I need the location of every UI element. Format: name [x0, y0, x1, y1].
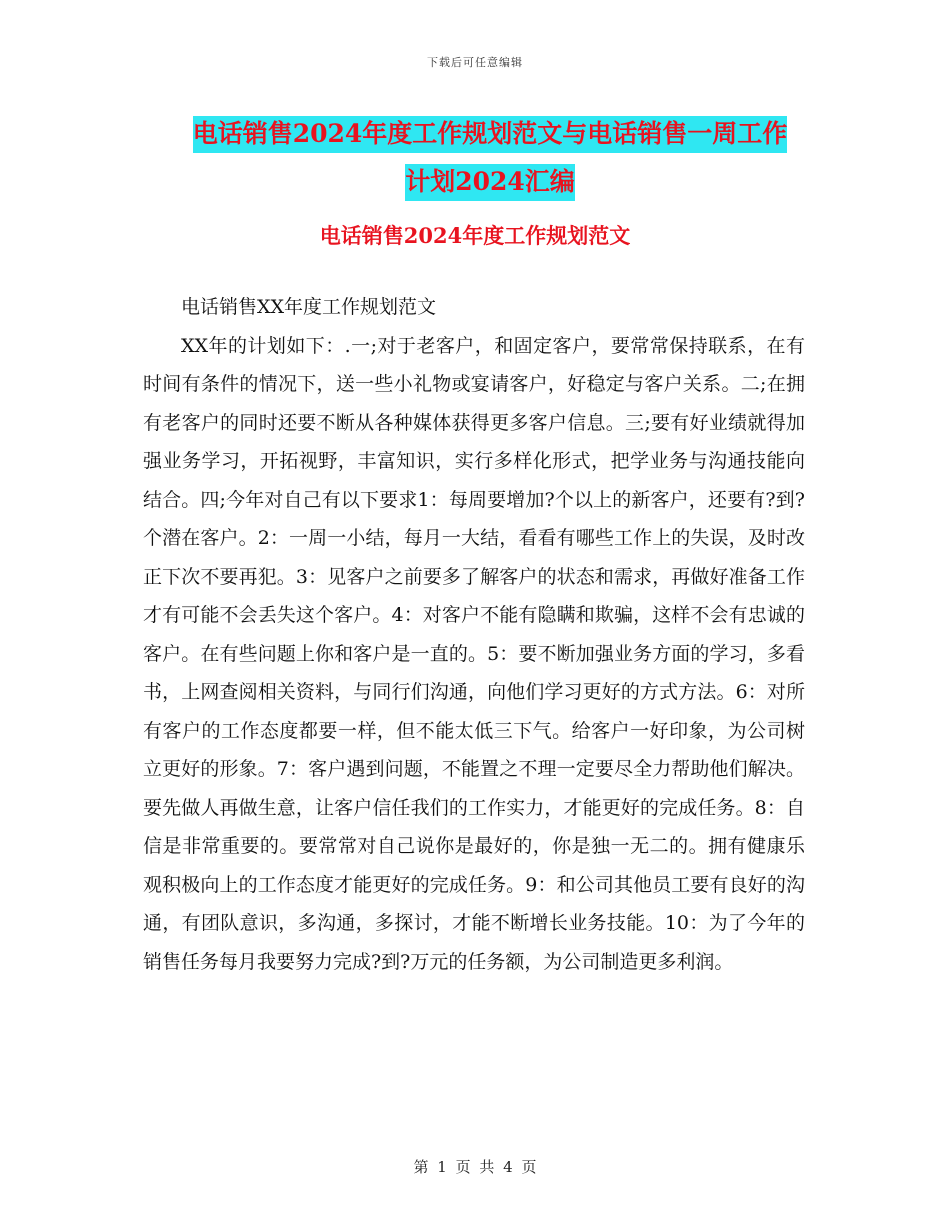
page-header-note: 下载后可任意编辑: [427, 56, 523, 69]
document-title-line-1: 电话销售2024年度工作规划范文与电话销售一周工作: [193, 116, 788, 153]
document-title: [140, 110, 840, 206]
section-title: 电话销售2024年度工作规划范文: [319, 223, 631, 248]
paragraph-subtitle: 电话销售XX年度工作规划范文: [181, 296, 437, 318]
page-number: 第 1 页 共 4 页: [413, 1158, 537, 1176]
paragraph-plan: XX年的计划如下：.一;对于老客户，和固定客户，要常常保持联系，在有时间有条件的情况下，送一些小礼物或宴请客户，好稳定与客户关系。二;在拥有老客户的同时还要不断从各种媒体获得更多客户信息。三;要有好业绩就得加强业务学习，开拓视野，丰富知识，实行多样化形式，把学业务与沟通技能向结合。四;今年对自己有以下要求1：每周要增加?个以上的新客户，还要有?到?个潜在客户。2：一周一小结，每月一大结，看看有哪些工作上的失误，及时改正下次不要再犯。3：见客户之前要多了解客户的状态和需求，再做好准备工作才有可能不会丢失这个客户。4：对客户不能有隐瞒和欺骗，这样不会有忠诚的客户。在有些问题上你和客户是一直的。5：要不断加强业务方面的学习，多看书，上网查阅相关资料，与同行们沟通，向他们学习更好的方式方法。6：对所有客户的工作态度都要一样，但不能太低三下气。给客户一好印象，为公司树立更好的形象。7：客户遇到问题，不能置之不理一定要尽全力帮助他们解决。要先做人再做生意，让客户信任我们的工作实力，才能更好的完成任务。8：自信是非常重要的。要常常对自己说你是最好的，你是独一无二的。拥有健康乐观积极向上的工作态度才能更好的完成任务。9：和公司其他员工要有良好的沟通，有团队意识，多沟通，多探讨，才能不断增长业务技能。10：为了今年的销售任务每月我要努力完成?到?万元的任务额，为公司制造更多利润。: [143, 334, 805, 973]
document-title-line-2: 计划2024汇编: [405, 164, 575, 201]
body-text: [143, 288, 805, 981]
